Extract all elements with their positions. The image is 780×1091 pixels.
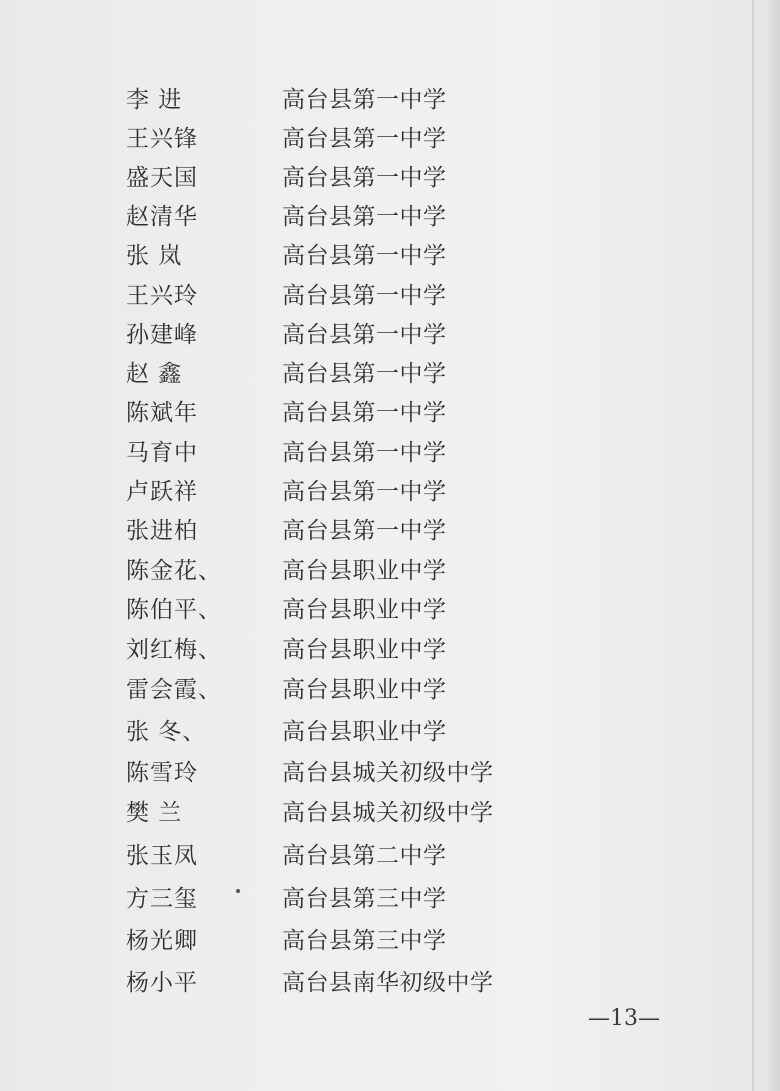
roster-entry	[0, 840, 780, 872]
school-name: 高台县第一中学	[282, 126, 447, 152]
school-name: 高台县职业中学	[282, 677, 447, 703]
teacher-name: 张进柏	[126, 518, 198, 544]
roster-entry	[0, 437, 780, 469]
school-name: 高台县城关初级中学	[282, 800, 494, 826]
school-name: 高台县第一中学	[282, 322, 447, 348]
school-name: 高台县城关初级中学	[282, 760, 494, 786]
school-name: 高台县第一中学	[282, 518, 447, 544]
teacher-name: 卢跃祥	[126, 479, 198, 505]
school-name: 高台县第一中学	[282, 204, 447, 230]
roster-entry	[0, 883, 780, 915]
teacher-name: 刘红梅、	[126, 637, 222, 663]
school-name: 高台县职业中学	[282, 719, 447, 745]
school-name: 高台县第二中学	[282, 843, 447, 869]
teacher-name: 李 进	[126, 87, 183, 113]
teacher-name: 孙建峰	[126, 322, 198, 348]
teacher-name: 杨光卿	[126, 928, 198, 954]
roster-entry	[0, 555, 780, 587]
roster-entry	[0, 757, 780, 789]
roster-entry	[0, 716, 780, 748]
teacher-name: 杨小平	[126, 970, 198, 996]
roster-entry	[0, 967, 780, 999]
teacher-name: 赵 鑫	[126, 361, 183, 387]
roster-entry	[0, 515, 780, 547]
teacher-name: 雷会霞、	[126, 677, 222, 703]
roster-entry	[0, 280, 780, 312]
teacher-name: 陈雪玲	[126, 760, 198, 786]
school-name: 高台县第一中学	[282, 400, 447, 426]
teacher-name: 张 岚	[126, 243, 183, 269]
school-name: 高台县职业中学	[282, 558, 447, 584]
school-name: 高台县第一中学	[282, 283, 447, 309]
school-name: 高台县第一中学	[282, 165, 447, 191]
roster-entry	[0, 634, 780, 666]
school-name: 高台县南华初级中学	[282, 970, 494, 996]
roster-entry	[0, 123, 780, 155]
roster-entry	[0, 797, 780, 829]
school-name: 高台县第一中学	[282, 479, 447, 505]
teacher-name: 陈斌年	[126, 400, 198, 426]
school-name: 高台县第一中学	[282, 87, 447, 113]
teacher-name: 陈金花、	[126, 558, 222, 584]
teacher-name: 王兴玲	[126, 283, 198, 309]
teacher-name: 张玉凤	[126, 843, 198, 869]
school-name: 高台县第三中学	[282, 886, 447, 912]
teacher-name: 方三玺	[126, 886, 198, 912]
teacher-name: 盛天国	[126, 165, 198, 191]
teacher-name: 陈伯平、	[126, 597, 222, 623]
roster-entry	[0, 925, 780, 957]
teacher-name: 马育中	[126, 440, 198, 466]
roster-entry	[0, 240, 780, 272]
roster-entry	[0, 358, 780, 390]
school-name: 高台县职业中学	[282, 597, 447, 623]
teacher-name: 张 冬、	[126, 719, 207, 745]
roster-entry	[0, 84, 780, 116]
roster-entry	[0, 476, 780, 508]
roster-entry	[0, 201, 780, 233]
roster-entry	[0, 397, 780, 429]
roster-entry	[0, 674, 780, 706]
school-name: 高台县第一中学	[282, 243, 447, 269]
roster-entry	[0, 594, 780, 626]
roster-entry	[0, 162, 780, 194]
teacher-name: 赵清华	[126, 204, 198, 230]
school-name: 高台县第一中学	[282, 361, 447, 387]
page-number: —13—	[588, 1006, 660, 1031]
teacher-name: 樊 兰	[126, 800, 183, 826]
school-name: 高台县职业中学	[282, 637, 447, 663]
school-name: 高台县第三中学	[282, 928, 447, 954]
roster-entry	[0, 319, 780, 351]
school-name: 高台县第一中学	[282, 440, 447, 466]
teacher-name: 王兴锋	[126, 126, 198, 152]
